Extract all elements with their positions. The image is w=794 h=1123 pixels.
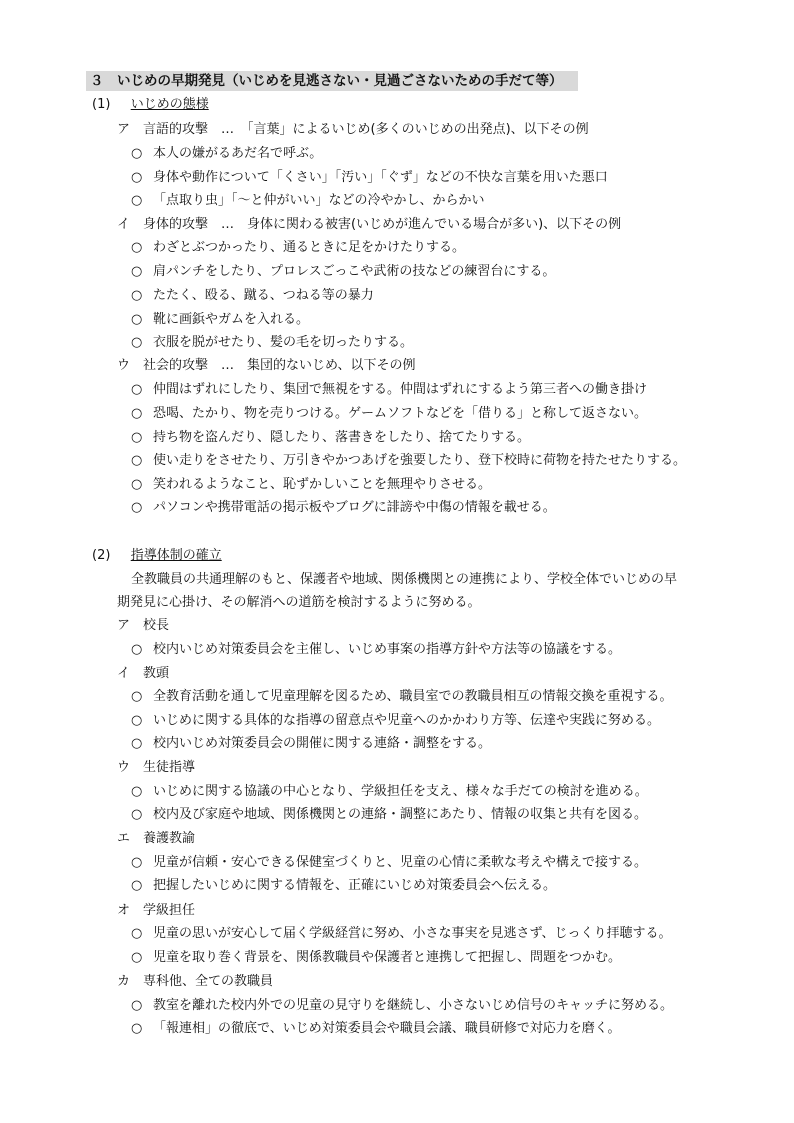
list-item: ○ パソコンや携帯電話の掲示板やブログに誹謗や中傷の情報を載せる。 bbox=[131, 500, 556, 515]
bullet-icon: ○ bbox=[131, 335, 143, 350]
bullet-icon: ○ bbox=[131, 193, 143, 208]
bullet-icon: ○ bbox=[131, 1021, 143, 1036]
subsection-2-title: 指導体制の確立 bbox=[130, 548, 222, 563]
bullet-icon: ○ bbox=[131, 998, 143, 1013]
list-item: ○ 児童を取り巻く背景を、関係教職員や保護者と連携して把握し、問題をつかむ。 bbox=[131, 950, 622, 965]
list-item: ○ 本人の嫌がるあだ名で呼ぶ。 bbox=[131, 146, 323, 161]
role-label-vice-principal: イ 教頭 bbox=[117, 666, 170, 681]
list-item: ○ 校内いじめ対策委員会の開催に関する連絡・調整をする。 bbox=[131, 736, 492, 751]
list-item: ○ 靴に画鋲やガムを入れる。 bbox=[131, 312, 310, 327]
bullet-icon: ○ bbox=[131, 240, 143, 255]
bullet-icon: ○ bbox=[131, 689, 143, 704]
bullet-icon: ○ bbox=[131, 926, 143, 941]
list-item: ○ 身体や動作について「くさい」「汚い」「ぐず」などの不快な言葉を用いた悪口 bbox=[131, 170, 608, 185]
category-label-social: ウ 社会的攻撃 … 集団的ないじめ、以下その例 bbox=[117, 358, 416, 373]
list-item: ○ 教室を離れた校内外での児童の見守りを継続し、小さないじめ信号のキャッチに努める。 bbox=[131, 998, 674, 1013]
list-item: ○ 「点取り虫」「～と仲がいい」などの冷やかし、からかい bbox=[131, 193, 485, 208]
bullet-icon: ○ bbox=[131, 950, 143, 965]
bullet-icon: ○ bbox=[131, 264, 143, 279]
bullet-icon: ○ bbox=[131, 807, 143, 822]
bullet-icon: ○ bbox=[131, 855, 143, 870]
list-item: ○ 「報連相」の徹底で、いじめ対策委員会や職員会議、職員研修で対応力を磨く。 bbox=[131, 1021, 621, 1036]
list-item: ○ 笑われるようなこと、恥ずかしいことを無理やりさせる。 bbox=[131, 477, 492, 492]
bullet-icon: ○ bbox=[131, 477, 143, 492]
list-item: ○ 児童が信頼・安心できる保健室づくりと、児童の心情に柔軟な考えや構えで接する。 bbox=[131, 855, 648, 870]
list-item: ○ 使い走りをさせたり、万引きやかつあげを強要したり、登下校時に荷物を持たせたりする。 bbox=[131, 453, 687, 468]
bullet-icon: ○ bbox=[131, 312, 143, 327]
category-label-verbal: ア 言語的攻撃 … 「言葉」によるいじめ(多くのいじめの出発点)、以下その例 bbox=[117, 122, 589, 137]
role-label-principal: ア 校長 bbox=[117, 618, 170, 633]
intro-paragraph-line-1: 全教職員の共通理解のもと、保護者や地域、関係機関との連携により、学校全体でいじめの早 bbox=[131, 572, 678, 587]
subsection-1-heading bbox=[92, 96, 209, 114]
subsection-1-number: (1) bbox=[92, 97, 111, 112]
subsection-2-number: (2) bbox=[92, 548, 111, 563]
bullet-icon: ○ bbox=[131, 736, 143, 751]
intro-paragraph-line-2: 期発見に心掛け、その解消への道筋を検討するように努める。 bbox=[117, 595, 481, 610]
bullet-icon: ○ bbox=[131, 288, 143, 303]
category-label-physical: イ 身体的攻撃 … 身体に関わる被害(いじめが進んでいる場合が多い)、以下その例 bbox=[117, 217, 622, 232]
role-label-school-nurse: エ 養護教諭 bbox=[117, 831, 196, 846]
list-item: ○ 衣服を脱がせたり、髪の毛を切ったりする。 bbox=[131, 335, 414, 350]
list-item: ○ 恐喝、たかり、物を売りつける。ゲームソフトなどを「借りる」と称して返さない。 bbox=[131, 406, 648, 421]
role-label-student-guidance: ウ 生徒指導 bbox=[117, 760, 196, 775]
section-title: ３ いじめの早期発見（いじめを見逃さない・見過ごさないための手だて等） bbox=[86, 71, 578, 91]
bullet-icon: ○ bbox=[131, 406, 143, 421]
subsection-2-heading bbox=[92, 547, 222, 565]
subsection-1-title: いじめの態様 bbox=[130, 97, 209, 112]
list-item: ○ わざとぶつかったり、通るときに足をかけたりする。 bbox=[131, 240, 466, 255]
list-item: ○ たたく、殴る、蹴る、つねる等の暴力 bbox=[131, 288, 374, 303]
bullet-icon: ○ bbox=[131, 784, 143, 799]
list-item: ○ いじめに関する協議の中心となり、学級担任を支え、様々な手だての検討を進める。 bbox=[131, 784, 648, 799]
list-item: ○ いじめに関する具体的な指導の留意点や児童へのかかわり方等、伝達や実践に努める。 bbox=[131, 713, 661, 728]
role-label-homeroom-teacher: オ 学級担任 bbox=[117, 903, 196, 918]
bullet-icon: ○ bbox=[131, 146, 143, 161]
bullet-icon: ○ bbox=[131, 713, 143, 728]
list-item: ○ 肩パンチをしたり、プロレスごっこや武術の技などの練習台にする。 bbox=[131, 264, 556, 279]
bullet-icon: ○ bbox=[131, 430, 143, 445]
list-item: ○ 持ち物を盗んだり、隠したり、落書きをしたり、捨てたりする。 bbox=[131, 430, 531, 445]
bullet-icon: ○ bbox=[131, 642, 143, 657]
bullet-icon: ○ bbox=[131, 382, 143, 397]
bullet-icon: ○ bbox=[131, 453, 143, 468]
list-item: ○ 把握したいじめに関する情報を、正確にいじめ対策委員会へ伝える。 bbox=[131, 878, 557, 893]
list-item: ○ 校内いじめ対策委員会を主催し、いじめ事案の指導方針や方法等の協議をする。 bbox=[131, 642, 622, 657]
list-item: ○ 児童の思いが安心して届く学級経営に努め、小さな事実を見逃さず、じっくり拝聴する。 bbox=[131, 926, 672, 941]
bullet-icon: ○ bbox=[131, 500, 143, 515]
list-item: ○ 全教育活動を通して児童理解を図るため、職員室での教職員相互の情報交換を重視する。 bbox=[131, 689, 673, 704]
role-label-all-staff: カ 専科他、全ての教職員 bbox=[117, 974, 274, 989]
bullet-icon: ○ bbox=[131, 878, 143, 893]
list-item: ○ 仲間はずれにしたり、集団で無視をする。仲間はずれにするよう第三者への働き掛け bbox=[131, 382, 648, 397]
bullet-icon: ○ bbox=[131, 170, 143, 185]
list-item: ○ 校内及び家庭や地域、関係機関との連絡・調整にあたり、情報の収集と共有を図る。 bbox=[131, 807, 648, 822]
